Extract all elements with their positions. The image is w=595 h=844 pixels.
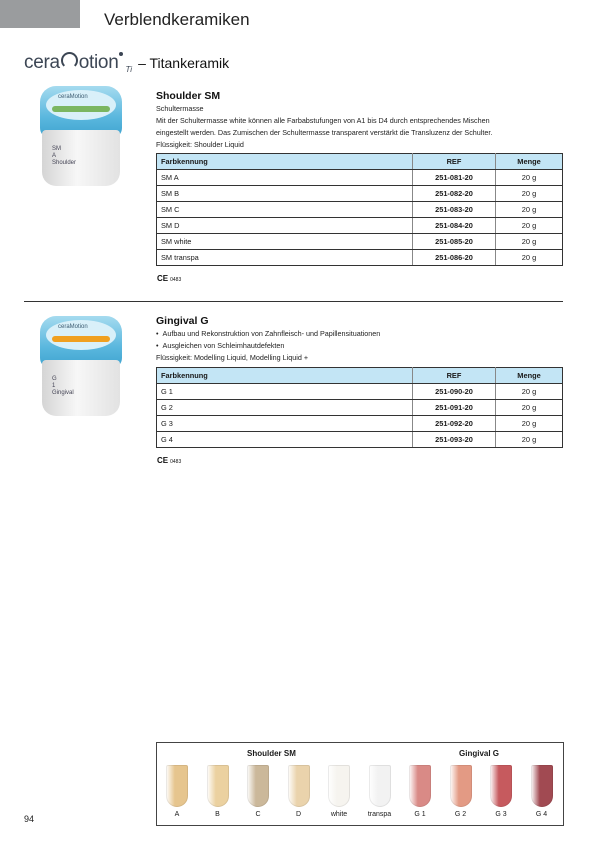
brand-title: – Titankeramik [138, 55, 230, 71]
ce-mark: CE 0483 [157, 274, 182, 283]
shade-swatch [207, 765, 229, 807]
shade-swatch [450, 765, 472, 807]
shade-swatch [328, 765, 350, 807]
shade-label: B [215, 811, 220, 818]
section-divider [24, 301, 563, 302]
table-row: SM A 251-081-20 20 g [157, 170, 563, 186]
page-number: 94 [24, 814, 35, 824]
product-title-gingival: Gingival G [156, 315, 209, 327]
product-desc-shoulder: Schultermasse Mit der Schultermasse white können alle Farbabstufungen von A1 bis D4 durch entsprechendes Mischen eingestellt werden. Das Zumischen der Schultermasse transparent verstärkt die Transluzenz der Schulter. Flüssigkeit: Shoulder Liquid [156, 104, 493, 149]
shade-label: A [174, 811, 180, 818]
shade-label: G 3 [495, 811, 507, 818]
brand-logo: cera otion [24, 52, 119, 73]
table-row: G 1 251-090-20 20 g [157, 384, 563, 400]
jar-lid-label: ceraMotion [58, 94, 88, 100]
shoulder-table [156, 153, 563, 266]
shade-swatch [531, 765, 553, 807]
col-menge: Menge [496, 154, 563, 170]
shade-guide [156, 742, 564, 826]
table-row: G 3 251-092-20 20 g [157, 416, 563, 432]
shade-swatch [369, 765, 391, 807]
shade-label: white [330, 811, 348, 818]
shade-swatch [247, 765, 269, 807]
col-ref: REF [413, 368, 496, 384]
table-row: SM B 251-082-20 20 g [157, 186, 563, 202]
col-menge: Menge [496, 368, 563, 384]
shade-label: D [295, 811, 302, 818]
shade-label: C [255, 811, 261, 818]
table-row: SM D 251-084-20 20 g [157, 218, 563, 234]
gingival-table [156, 367, 563, 448]
col-ref: REF [413, 154, 496, 170]
col-farbkennung: Farbkennung [157, 368, 413, 384]
jar-body-label: G 1 Gingival [52, 376, 74, 396]
shade-swatch [409, 765, 431, 807]
shade-swatch [166, 765, 188, 807]
table-row: SM C 251-083-20 20 g [157, 202, 563, 218]
brand-suffix: Ti [125, 65, 133, 74]
section-title: Verblendkeramiken [104, 10, 250, 29]
jar-lid-label: ceraMotion [58, 324, 88, 330]
gingival-jar-band [52, 336, 110, 342]
product-title-shoulder: Shoulder SM [156, 90, 221, 102]
swatch-group-shoulder: Shoulder SM [247, 749, 296, 758]
shade-label: transpa [367, 811, 392, 818]
brand-heading [24, 52, 229, 76]
shade-label: G 1 [414, 811, 426, 818]
shade-label: G 4 [535, 811, 548, 818]
table-header-row [157, 154, 563, 170]
table-row: G 4 251-093-20 20 g [157, 432, 563, 448]
product-desc-gingival: • Aufbau und Rekonstruktion von Zahnfleisch- und Papillensituationen • Ausgleichen von Schleimhautdefekten Flüssigkeit: Modelling Liquid, Modelling Liquid + [156, 328, 566, 364]
shade-swatch [288, 765, 310, 807]
table-row: G 2 251-091-20 20 g [157, 400, 563, 416]
shoulder-jar-band [52, 106, 110, 112]
swatch-group-gingival: Gingival G [459, 749, 500, 758]
section-tab [0, 0, 80, 28]
col-farbkennung: Farbkennung [157, 154, 413, 170]
shade-label: G 2 [454, 811, 467, 818]
table-row: SM white 251-085-20 20 g [157, 234, 563, 250]
shade-swatch [490, 765, 512, 807]
table-row: SM transpa 251-086-20 20 g [157, 250, 563, 266]
jar-body-label: SM A Shoulder [52, 146, 77, 166]
logo-dot-icon [119, 52, 123, 56]
table-header-row [157, 368, 563, 384]
ce-mark: CE 0483 [157, 456, 182, 465]
